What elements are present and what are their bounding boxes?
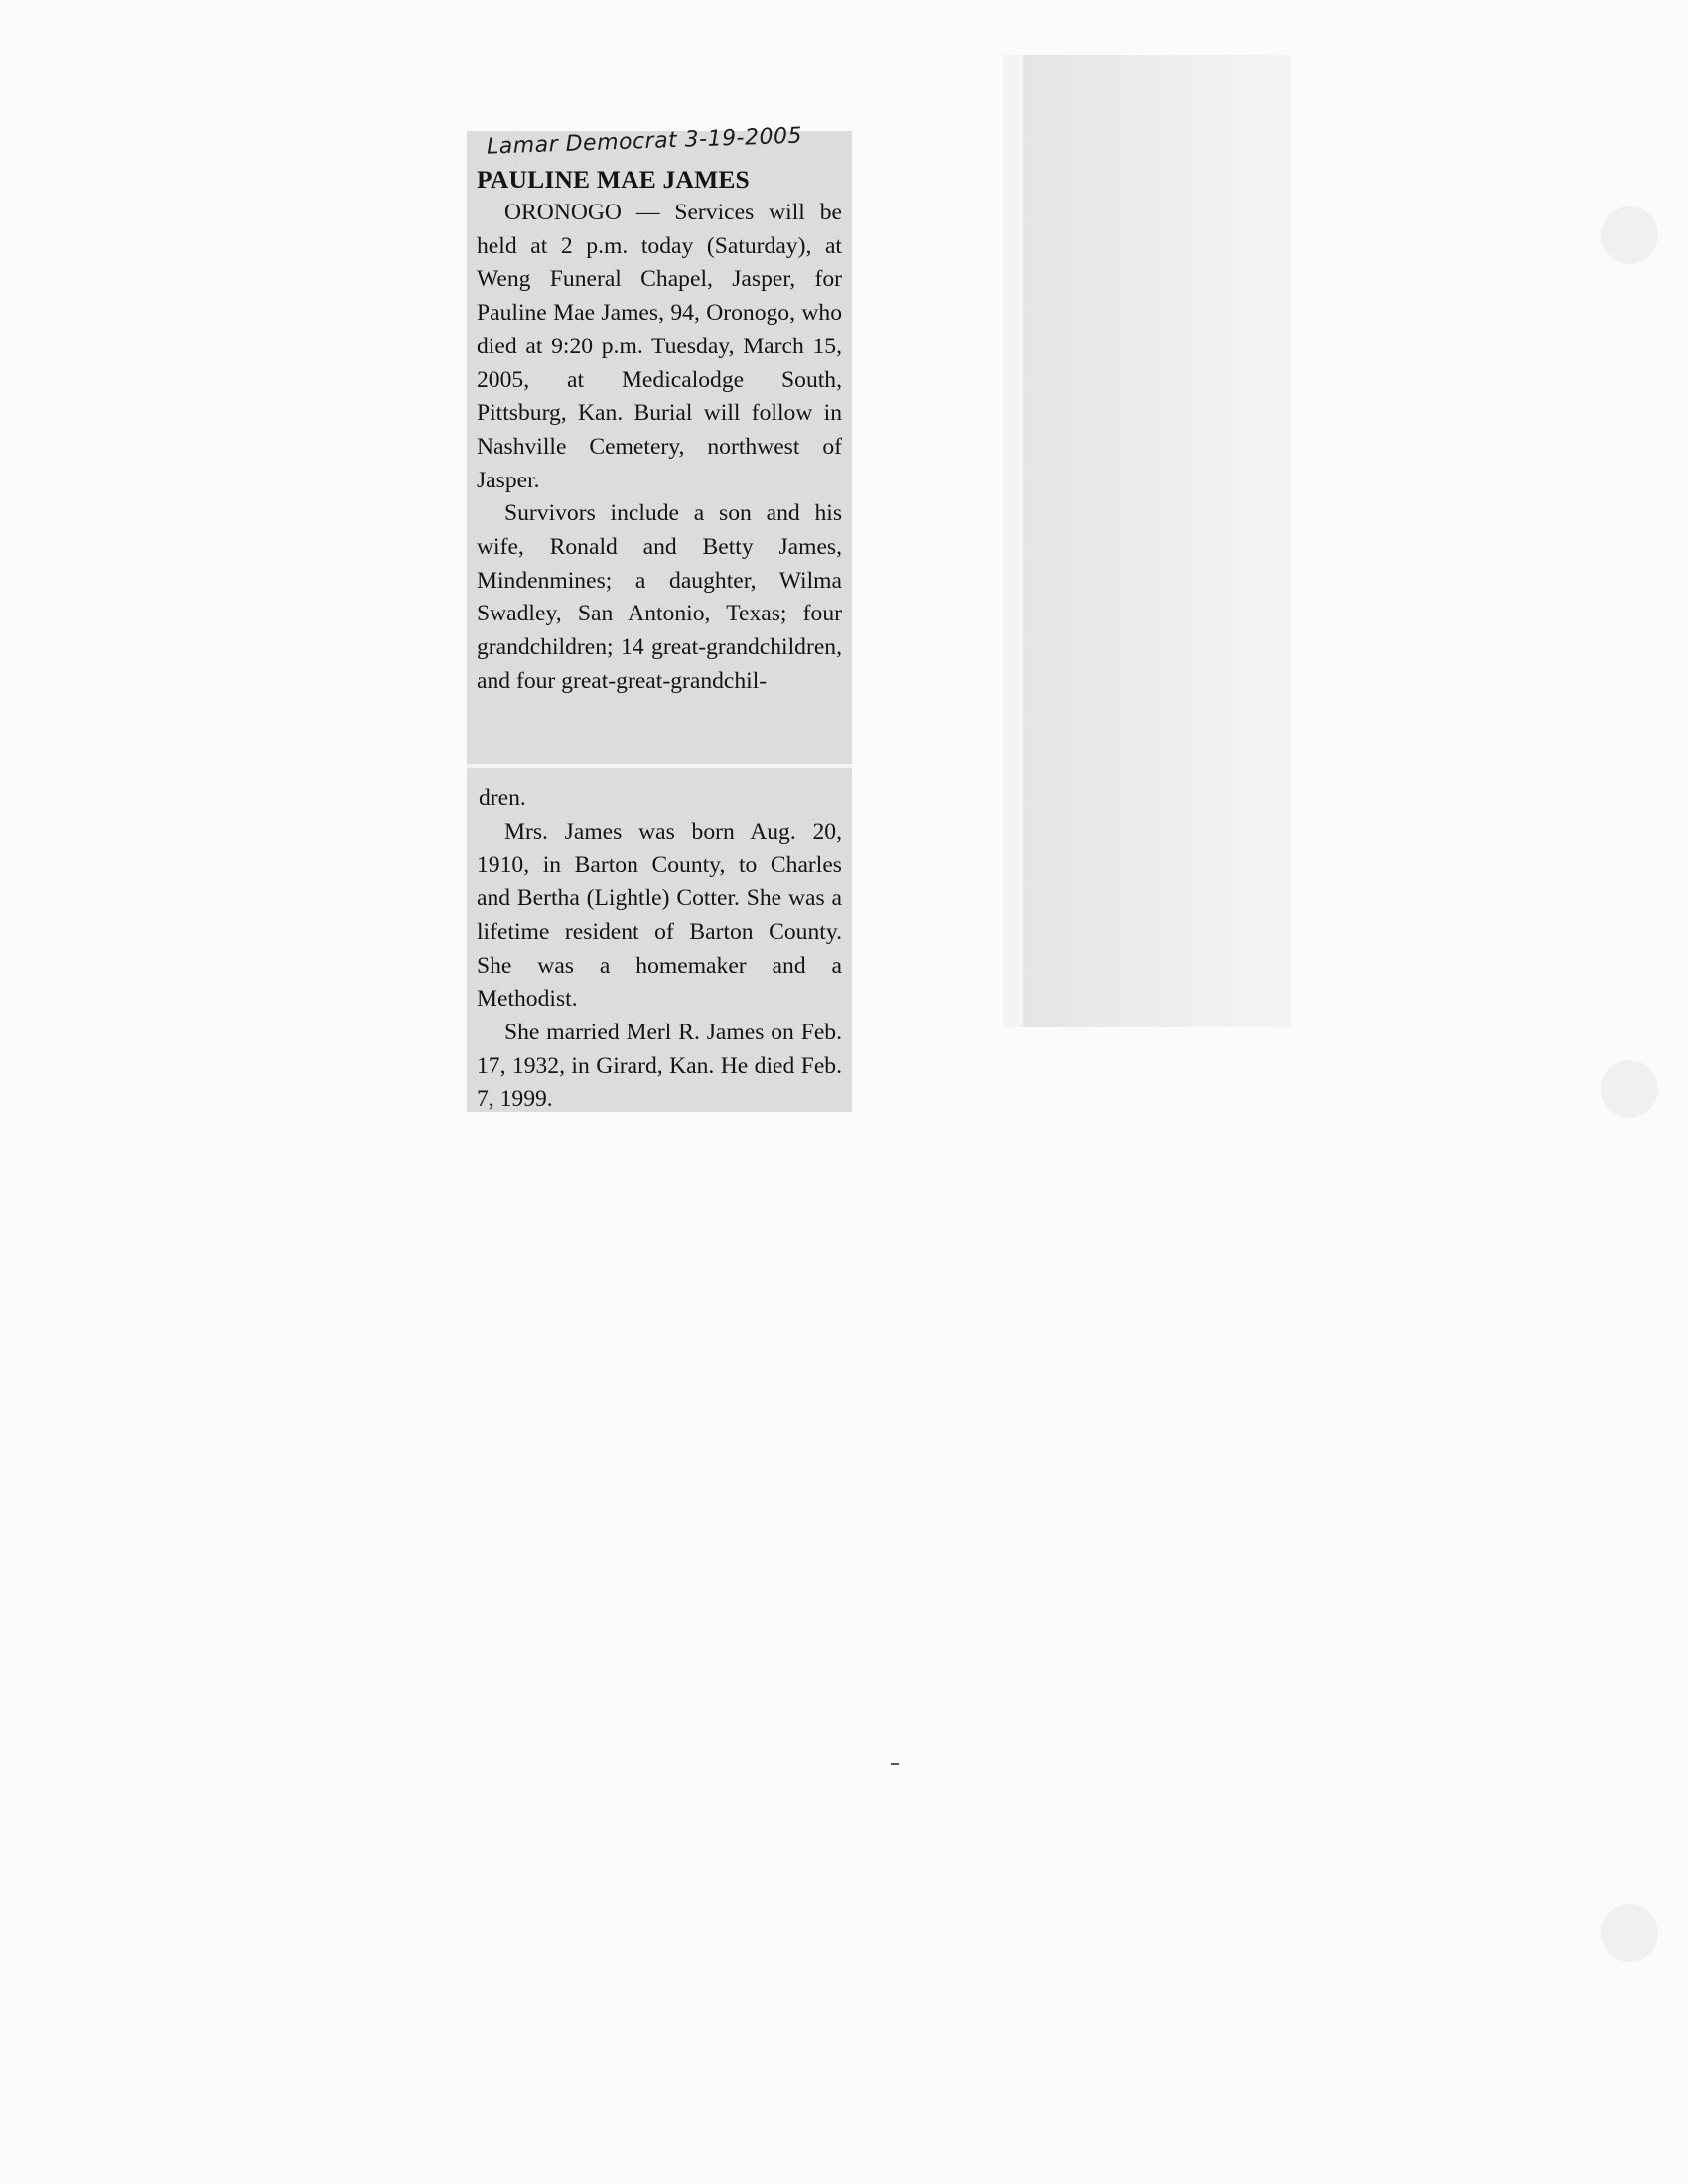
obituary-paragraph-services: ORONOGO — Services will be held at 2 p.m. today (Saturday), at Weng Funeral Chapel, Jasper, for Pauline Mae James, 94, Oronogo, who died at 9:20 p.m. Tuesday, March 15, 2005, at Medicalodge South, Pittsburg, Kan. Burial will follow in Nashville Cemetery, northwest of Jasper. bbox=[477, 200, 842, 493]
obituary-clipping bbox=[467, 123, 852, 1113]
obituary-paragraph-survivors: Survivors include a son and his wife, Ronald and Betty James, Mindenmines; a daughter, Wilma Swadley, San Antonio, Texas; four grandchildren; 14 great-grandchildren, and four great-great-grandchil- bbox=[477, 500, 842, 694]
obituary-headline: PAULINE MAE JAMES bbox=[477, 165, 750, 194]
obituary-paragraph-continuation: dren. bbox=[479, 785, 526, 811]
punch-hole-bottom bbox=[1601, 1904, 1658, 1962]
obituary-paragraph-biography: Mrs. James was born Aug. 20, 1910, in Barton County, to Charles and Bertha (Lightle) Cotter. She was a lifetime resident of Barton County. She was a homemaker and a Methodist. bbox=[477, 818, 842, 1013]
punch-hole-top bbox=[1601, 206, 1658, 264]
obituary-paragraph-marriage: She married Merl R. James on Feb. 17, 1932, in Girard, Kan. He died Feb. 7, 1999. bbox=[477, 1019, 842, 1113]
stray-mark bbox=[891, 1763, 899, 1765]
clipping-lower-piece bbox=[477, 766, 842, 1117]
clipping-upper-piece bbox=[477, 123, 842, 766]
punch-hole-middle bbox=[1601, 1060, 1658, 1118]
reverse-side-bleed-through bbox=[1003, 55, 1291, 1027]
handwritten-source-note: Lamar Democrat 3-19-2005 bbox=[486, 123, 803, 160]
